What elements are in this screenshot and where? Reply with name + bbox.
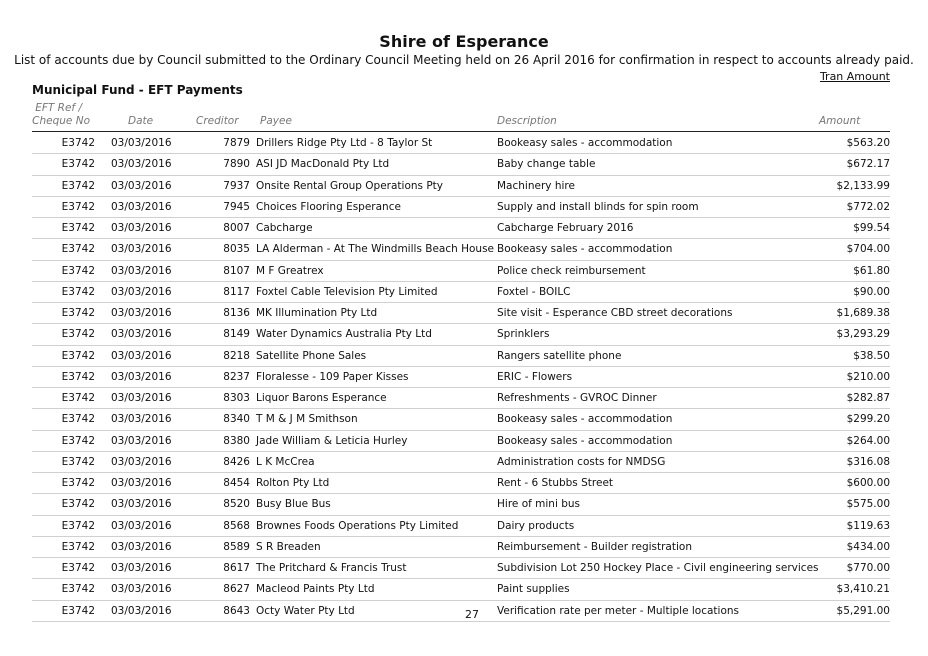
cell-creditor: 8218 [223,349,250,362]
cell-creditor: 8380 [223,434,250,447]
payments-table [32,133,890,622]
cell-date: 03/03/2016 [111,562,172,574]
cell-ref: E3742 [61,540,95,553]
cell-creditor: 7945 [223,200,250,213]
cell-payee: Drillers Ridge Pty Ltd - 8 Taylor St [256,137,433,149]
table-row [32,537,890,558]
cell-description: Sprinklers [497,328,550,341]
cell-date: 03/03/2016 [111,455,172,468]
column-header-ref-line2: Cheque No [32,115,90,127]
cell-payee: Macleod Paints Pty Ltd [256,583,375,596]
table-row [32,388,890,409]
cell-date: 03/03/2016 [111,243,172,256]
header-divider [32,131,890,132]
cell-ref: E3742 [61,264,95,277]
cell-description: Bookeasy sales - accommodation [497,413,673,426]
page-title: Shire of Esperance [379,32,549,51]
table-row [32,239,890,260]
column-header-creditor: Creditor [196,115,239,127]
cell-creditor: 8237 [223,370,250,383]
cell-ref: E3742 [61,243,95,256]
table-row [32,154,890,175]
cell-amount: $90.00 [853,285,890,298]
cell-date: 03/03/2016 [111,264,172,277]
table-row [32,218,890,239]
page-subtitle: List of accounts due by Council submitted to the Ordinary Council Meeting held on 26 April 2016 for confirmation in respect to accounts already paid. [14,53,914,67]
cell-creditor: 8149 [223,328,250,341]
cell-creditor: 8568 [223,519,250,532]
cell-creditor: 8340 [223,413,250,426]
cell-payee: S R Breaden [256,540,321,553]
cell-amount: $772.02 [846,200,890,213]
table-row [32,473,890,494]
cell-date: 03/03/2016 [111,540,172,553]
table-row [32,282,890,303]
cell-payee: LA Alderman - At The Windmills Beach House [256,243,495,256]
cell-creditor: 8035 [223,243,250,256]
page-number: 27 [465,608,479,621]
cell-payee: The Pritchard & Francis Trust [256,562,407,574]
cell-payee: Rolton Pty Ltd [256,477,330,489]
section-title: Municipal Fund - EFT Payments [32,83,243,97]
cell-description: Supply and install blinds for spin room [497,200,699,213]
table-row [32,452,890,473]
cell-payee: Jade William & Leticia Hurley [256,434,408,447]
cell-creditor: 8117 [223,285,250,298]
cell-payee: Brownes Foods Operations Pty Limited [256,519,459,532]
cell-description: Dairy products [497,519,575,532]
cell-date: 03/03/2016 [111,328,172,341]
cell-ref: E3742 [61,349,95,362]
cell-date: 03/03/2016 [111,222,172,234]
cell-ref: E3742 [61,222,95,234]
cell-ref: E3742 [61,370,95,383]
cell-ref: E3742 [61,285,95,298]
cell-description: Hire of mini bus [497,498,581,511]
table-row [32,324,890,345]
cell-amount: $119.63 [846,519,890,532]
column-header-date: Date [128,115,154,127]
cell-date: 03/03/2016 [111,370,172,383]
cell-creditor: 8007 [223,222,250,234]
cell-payee: Choices Flooring Esperance [256,200,401,213]
cell-ref: E3742 [61,137,95,149]
cell-payee: Onsite Rental Group Operations Pty [256,179,443,192]
cell-date: 03/03/2016 [111,137,172,149]
cell-ref: E3742 [61,434,95,447]
cell-description: Refreshments - GVROC Dinner [497,392,657,404]
cell-amount: $99.54 [853,222,890,234]
cell-date: 03/03/2016 [111,519,172,532]
cell-creditor: 8589 [223,540,250,553]
table-row [32,579,890,600]
cell-description: Machinery hire [497,179,575,192]
cell-ref: E3742 [61,179,95,192]
cell-payee: ASI JD MacDonald Pty Ltd [256,158,390,171]
cell-date: 03/03/2016 [111,392,172,404]
table-row [32,431,890,452]
cell-amount: $316.08 [846,455,890,468]
cell-amount: $5,291.00 [836,604,890,617]
cell-payee: Liquor Barons Esperance [256,392,387,404]
cell-creditor: 8107 [223,264,250,277]
cell-amount: $563.20 [846,137,890,149]
cell-amount: $2,133.99 [836,179,890,192]
cell-payee: Foxtel Cable Television Pty Limited [256,285,438,298]
cell-description: Baby change table [497,158,596,171]
cell-ref: E3742 [61,477,95,489]
cell-creditor: 7879 [223,137,250,149]
column-header-payee: Payee [260,115,292,127]
table-row [32,176,890,197]
cell-creditor: 8136 [223,307,250,319]
cell-description: Verification rate per meter - Multiple locations [497,604,740,617]
cell-amount: $704.00 [846,243,890,256]
cell-creditor: 8627 [223,583,250,596]
cell-date: 03/03/2016 [111,285,172,298]
cell-amount: $600.00 [846,477,890,489]
table-row [32,303,890,324]
cell-description: Reimbursement - Builder registration [497,540,692,553]
cell-ref: E3742 [61,604,95,617]
cell-creditor: 8520 [223,498,250,511]
cell-date: 03/03/2016 [111,200,172,213]
table-row [32,197,890,218]
cell-description: Police check reimbursement [497,264,646,277]
table-row [32,409,890,430]
column-header-amount: Amount [819,115,861,127]
table-row [32,494,890,515]
cell-ref: E3742 [61,455,95,468]
cell-date: 03/03/2016 [111,349,172,362]
cell-creditor: 8303 [223,392,250,404]
table-row [32,133,890,154]
table-row [32,558,890,579]
cell-ref: E3742 [61,307,95,319]
table-row [32,516,890,537]
cell-amount: $264.00 [846,434,890,447]
cell-date: 03/03/2016 [111,307,172,319]
cell-payee: Satellite Phone Sales [256,349,367,362]
cell-description: Rangers satellite phone [497,349,622,362]
cell-payee: Floralesse - 109 Paper Kisses [256,370,409,383]
cell-ref: E3742 [61,413,95,426]
cell-amount: $575.00 [846,498,890,511]
cell-description: ERIC - Flowers [497,370,573,383]
cell-date: 03/03/2016 [111,604,172,617]
cell-ref: E3742 [61,583,95,596]
cell-creditor: 8454 [223,477,250,489]
cell-amount: $282.87 [846,392,890,404]
cell-ref: E3742 [61,562,95,574]
cell-ref: E3742 [61,158,95,171]
cell-description: Administration costs for NMDSG [497,455,666,468]
cell-ref: E3742 [61,392,95,404]
cell-amount: $434.00 [846,540,890,553]
cell-amount: $3,293.29 [836,328,890,341]
cell-amount: $210.00 [846,370,890,383]
cell-description: Site visit - Esperance CBD street decorations [497,307,733,319]
cell-date: 03/03/2016 [111,158,172,171]
cell-payee: MK Illumination Pty Ltd [256,307,378,319]
cell-ref: E3742 [61,200,95,213]
cell-payee: M F Greatrex [256,264,324,277]
cell-payee: T M & J M Smithson [256,413,358,426]
cell-description: Subdivision Lot 250 Hockey Place - Civil engineering services [497,562,819,574]
cell-payee: L K McCrea [256,455,315,468]
cell-payee: Busy Blue Bus [256,498,331,511]
column-header-ref-line1: EFT Ref / [35,102,82,114]
cell-description: Cabcharge February 2016 [497,222,634,234]
cell-description: Foxtel - BOILC [497,285,571,298]
cell-date: 03/03/2016 [111,179,172,192]
cell-description: Bookeasy sales - accommodation [497,434,673,447]
cell-description: Paint supplies [497,583,570,596]
table-row [32,367,890,388]
cell-amount: $299.20 [846,413,890,426]
cell-date: 03/03/2016 [111,434,172,447]
column-header-description: Description [497,115,557,127]
cell-payee: Cabcharge [256,222,313,234]
cell-ref: E3742 [61,498,95,511]
cell-description: Rent - 6 Stubbs Street [497,477,614,489]
cell-amount: $1,689.38 [836,307,890,319]
table-row [32,346,890,367]
cell-amount: $770.00 [846,562,890,574]
cell-creditor: 7890 [223,158,250,171]
cell-payee: Octy Water Pty Ltd [256,604,355,617]
cell-ref: E3742 [61,519,95,532]
cell-date: 03/03/2016 [111,477,172,489]
cell-creditor: 8643 [223,604,250,617]
cell-date: 03/03/2016 [111,413,172,426]
cell-amount: $38.50 [853,349,890,362]
cell-date: 03/03/2016 [111,498,172,511]
cell-creditor: 7937 [223,179,250,192]
cell-ref: E3742 [61,328,95,341]
tran-amount-heading: Tran Amount [819,70,890,83]
cell-creditor: 8426 [223,455,250,468]
column-header-ref [32,102,90,128]
table-row [32,261,890,282]
cell-date: 03/03/2016 [111,583,172,596]
cell-description: Bookeasy sales - accommodation [497,243,673,256]
cell-payee: Water Dynamics Australia Pty Ltd [256,328,432,341]
cell-amount: $672.17 [846,158,890,171]
cell-amount: $61.80 [853,264,890,277]
cell-description: Bookeasy sales - accommodation [497,137,673,149]
cell-amount: $3,410.21 [836,583,890,596]
cell-creditor: 8617 [223,562,250,574]
